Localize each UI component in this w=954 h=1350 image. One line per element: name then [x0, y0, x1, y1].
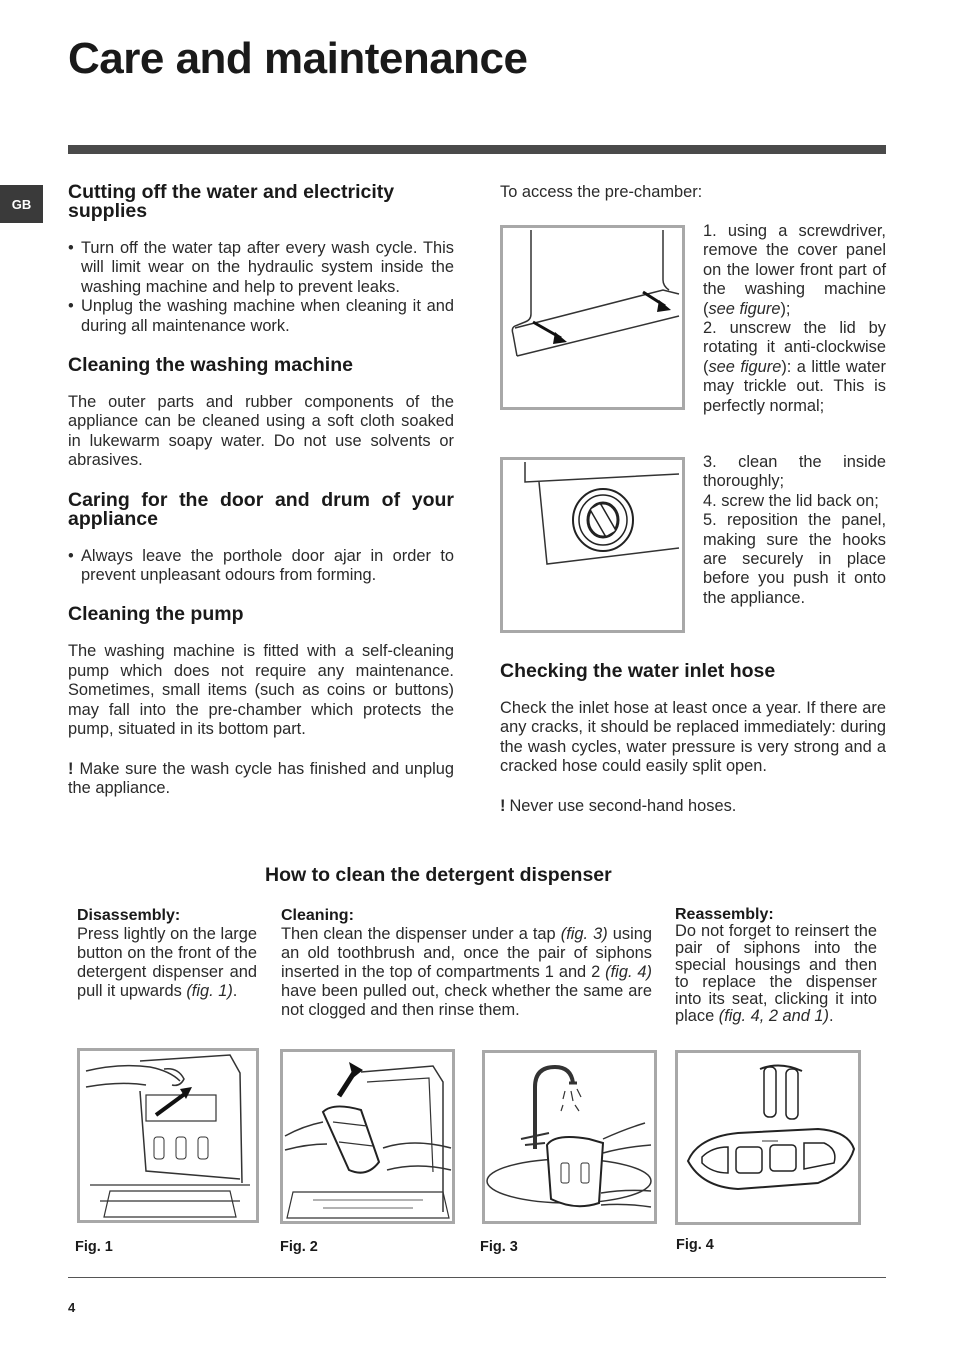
warning-text: Never use second-hand hoses.	[509, 796, 737, 815]
heading-cleaning-pump: Cleaning the pump	[68, 603, 244, 626]
hose-text: Check the inlet hose at least once a year. If there are any cracks, it should be replaced immediately: during the wash cycles, water pressure is very strong and a cracked hose could easily split open.	[500, 699, 886, 776]
list-item: • Unplug the washing machine when cleaning it and during all maintenance work.	[68, 297, 454, 336]
hose-section	[500, 662, 886, 836]
language-tab: GB	[0, 185, 43, 223]
reassembly-end: .	[829, 1007, 834, 1025]
step-1-end: );	[780, 299, 791, 318]
door-drum-list	[68, 547, 454, 586]
disassembly-body: Press lightly on the large button on the front of the detergent dispenser and pull it upwards	[77, 925, 257, 1000]
step-2-ref: see figure	[708, 357, 782, 376]
left-column	[68, 183, 454, 818]
fig-2-caption: Fig. 2	[280, 1239, 318, 1255]
pre-chamber-intro	[500, 183, 886, 222]
cleaning-body-1: Then clean the dispenser under a tap	[281, 925, 561, 943]
page-number: 4	[68, 1300, 76, 1315]
fig2-illustration	[283, 1052, 452, 1221]
heading-detergent-dispenser: How to clean the detergent dispenser	[265, 864, 612, 886]
list-item: • Turn off the water tap after every wash cycle. This will limit wear on the hydraulic system inside the washing machine and help to prevent leaks.	[68, 239, 454, 297]
fig-ref: (fig. 1)	[186, 982, 233, 1000]
cover-panel-illustration	[503, 228, 682, 407]
reassembly-label: Reassembly:	[675, 906, 774, 923]
steps-1-2	[703, 222, 886, 416]
step-5-text: 5. reposition the panel, making sure the hooks are securely in place before you push it onto the appliance.	[703, 511, 886, 607]
step-1-text: 1. using a screwdriver, remove the cover panel on the lower front part of the washing machine (	[703, 222, 886, 318]
figure-2	[280, 1049, 455, 1224]
reassembly-text	[675, 923, 877, 1025]
disassembly-label: Disassembly:	[77, 907, 181, 924]
pump-lid-illustration	[503, 460, 682, 630]
disassembly-text	[77, 925, 257, 1001]
fig-ref: (fig. 3)	[560, 925, 608, 943]
heading-cleaning-machine: Cleaning the washing machine	[68, 354, 353, 377]
disassembly-end: .	[232, 982, 238, 1000]
step-4-text: 4. screw the lid back on;	[703, 491, 879, 510]
intro-text: To access the pre-chamber:	[500, 183, 703, 201]
cleaning-label: Cleaning:	[281, 907, 354, 924]
cleaning-text	[281, 925, 652, 1020]
figure-4	[675, 1050, 861, 1225]
fig4-illustration	[678, 1053, 858, 1222]
step-2-end: ): a little water may trickle out. This is perfectly normal;	[703, 357, 886, 415]
supplies-list	[68, 239, 454, 336]
fig-4-caption: Fig. 4	[676, 1237, 714, 1253]
pump-warning	[68, 760, 454, 799]
step-2-text: 2. unscrew the lid by rotating it anti-clockwise (	[703, 319, 886, 376]
warning-mark: !	[68, 759, 74, 778]
fig-1-caption: Fig. 1	[75, 1239, 113, 1255]
warning-text: Make sure the wash cycle has finished and unplug the appliance.	[68, 759, 454, 797]
heading-inlet-hose: Checking the water inlet hose	[500, 660, 776, 682]
warning-mark: !	[500, 796, 506, 815]
step-3-text: 3. clean the inside thoroughly;	[703, 453, 886, 491]
heading-door-drum: Caring for the door and drum of your appliance	[68, 488, 454, 530]
steps-3-5	[703, 453, 886, 608]
figure-pump-lid	[500, 457, 685, 633]
heading-cut-off-supplies: Cutting off the water and electricity supplies	[68, 181, 395, 222]
disassembly-block	[77, 906, 257, 1001]
fig1-illustration	[80, 1051, 256, 1220]
cleaning-machine-text: The outer parts and rubber components of the appliance can be cleaned using a soft cloth soaked in lukewarm soapy water. Do not use solvents or abrasives.	[68, 393, 454, 470]
figure-cover-panel	[500, 225, 685, 410]
footer-rule	[68, 1277, 886, 1278]
fig3-illustration	[485, 1053, 654, 1221]
fig-ref: (fig. 4)	[605, 963, 653, 981]
pump-text: The washing machine is fitted with a self-cleaning pump which does not require any maintenance. Sometimes, small items (such as coins or buttons) may fall into the pre-chamber which protects the pump, situated in its bottom part.	[68, 642, 454, 739]
hose-warning	[500, 797, 886, 816]
step-1-ref: see figure	[708, 299, 781, 318]
cleaning-body-2: using an old toothbrush and, once the pair of siphons inserted in the top of compartments 1 and 2	[281, 925, 652, 981]
fig-3-caption: Fig. 3	[480, 1239, 518, 1255]
reassembly-block	[675, 906, 877, 1025]
fig-ref: (fig. 4, 2 and 1)	[718, 1007, 829, 1025]
cleaning-block	[281, 906, 652, 1020]
figure-1	[77, 1048, 259, 1223]
reassembly-body: Do not forget to reinsert the pair of siphons into the special housings and then to replace the dispenser into its seat, clicking it into place	[675, 922, 877, 1025]
figure-3	[482, 1050, 657, 1224]
cleaning-body-3: have been pulled out, check whether the same are not clogged and then rinse them.	[281, 982, 652, 1019]
header-rule	[68, 145, 886, 154]
page-title: Care and maintenance	[68, 34, 528, 83]
list-item: • Always leave the porthole door ajar in order to prevent unpleasant odours from forming.	[68, 547, 454, 586]
